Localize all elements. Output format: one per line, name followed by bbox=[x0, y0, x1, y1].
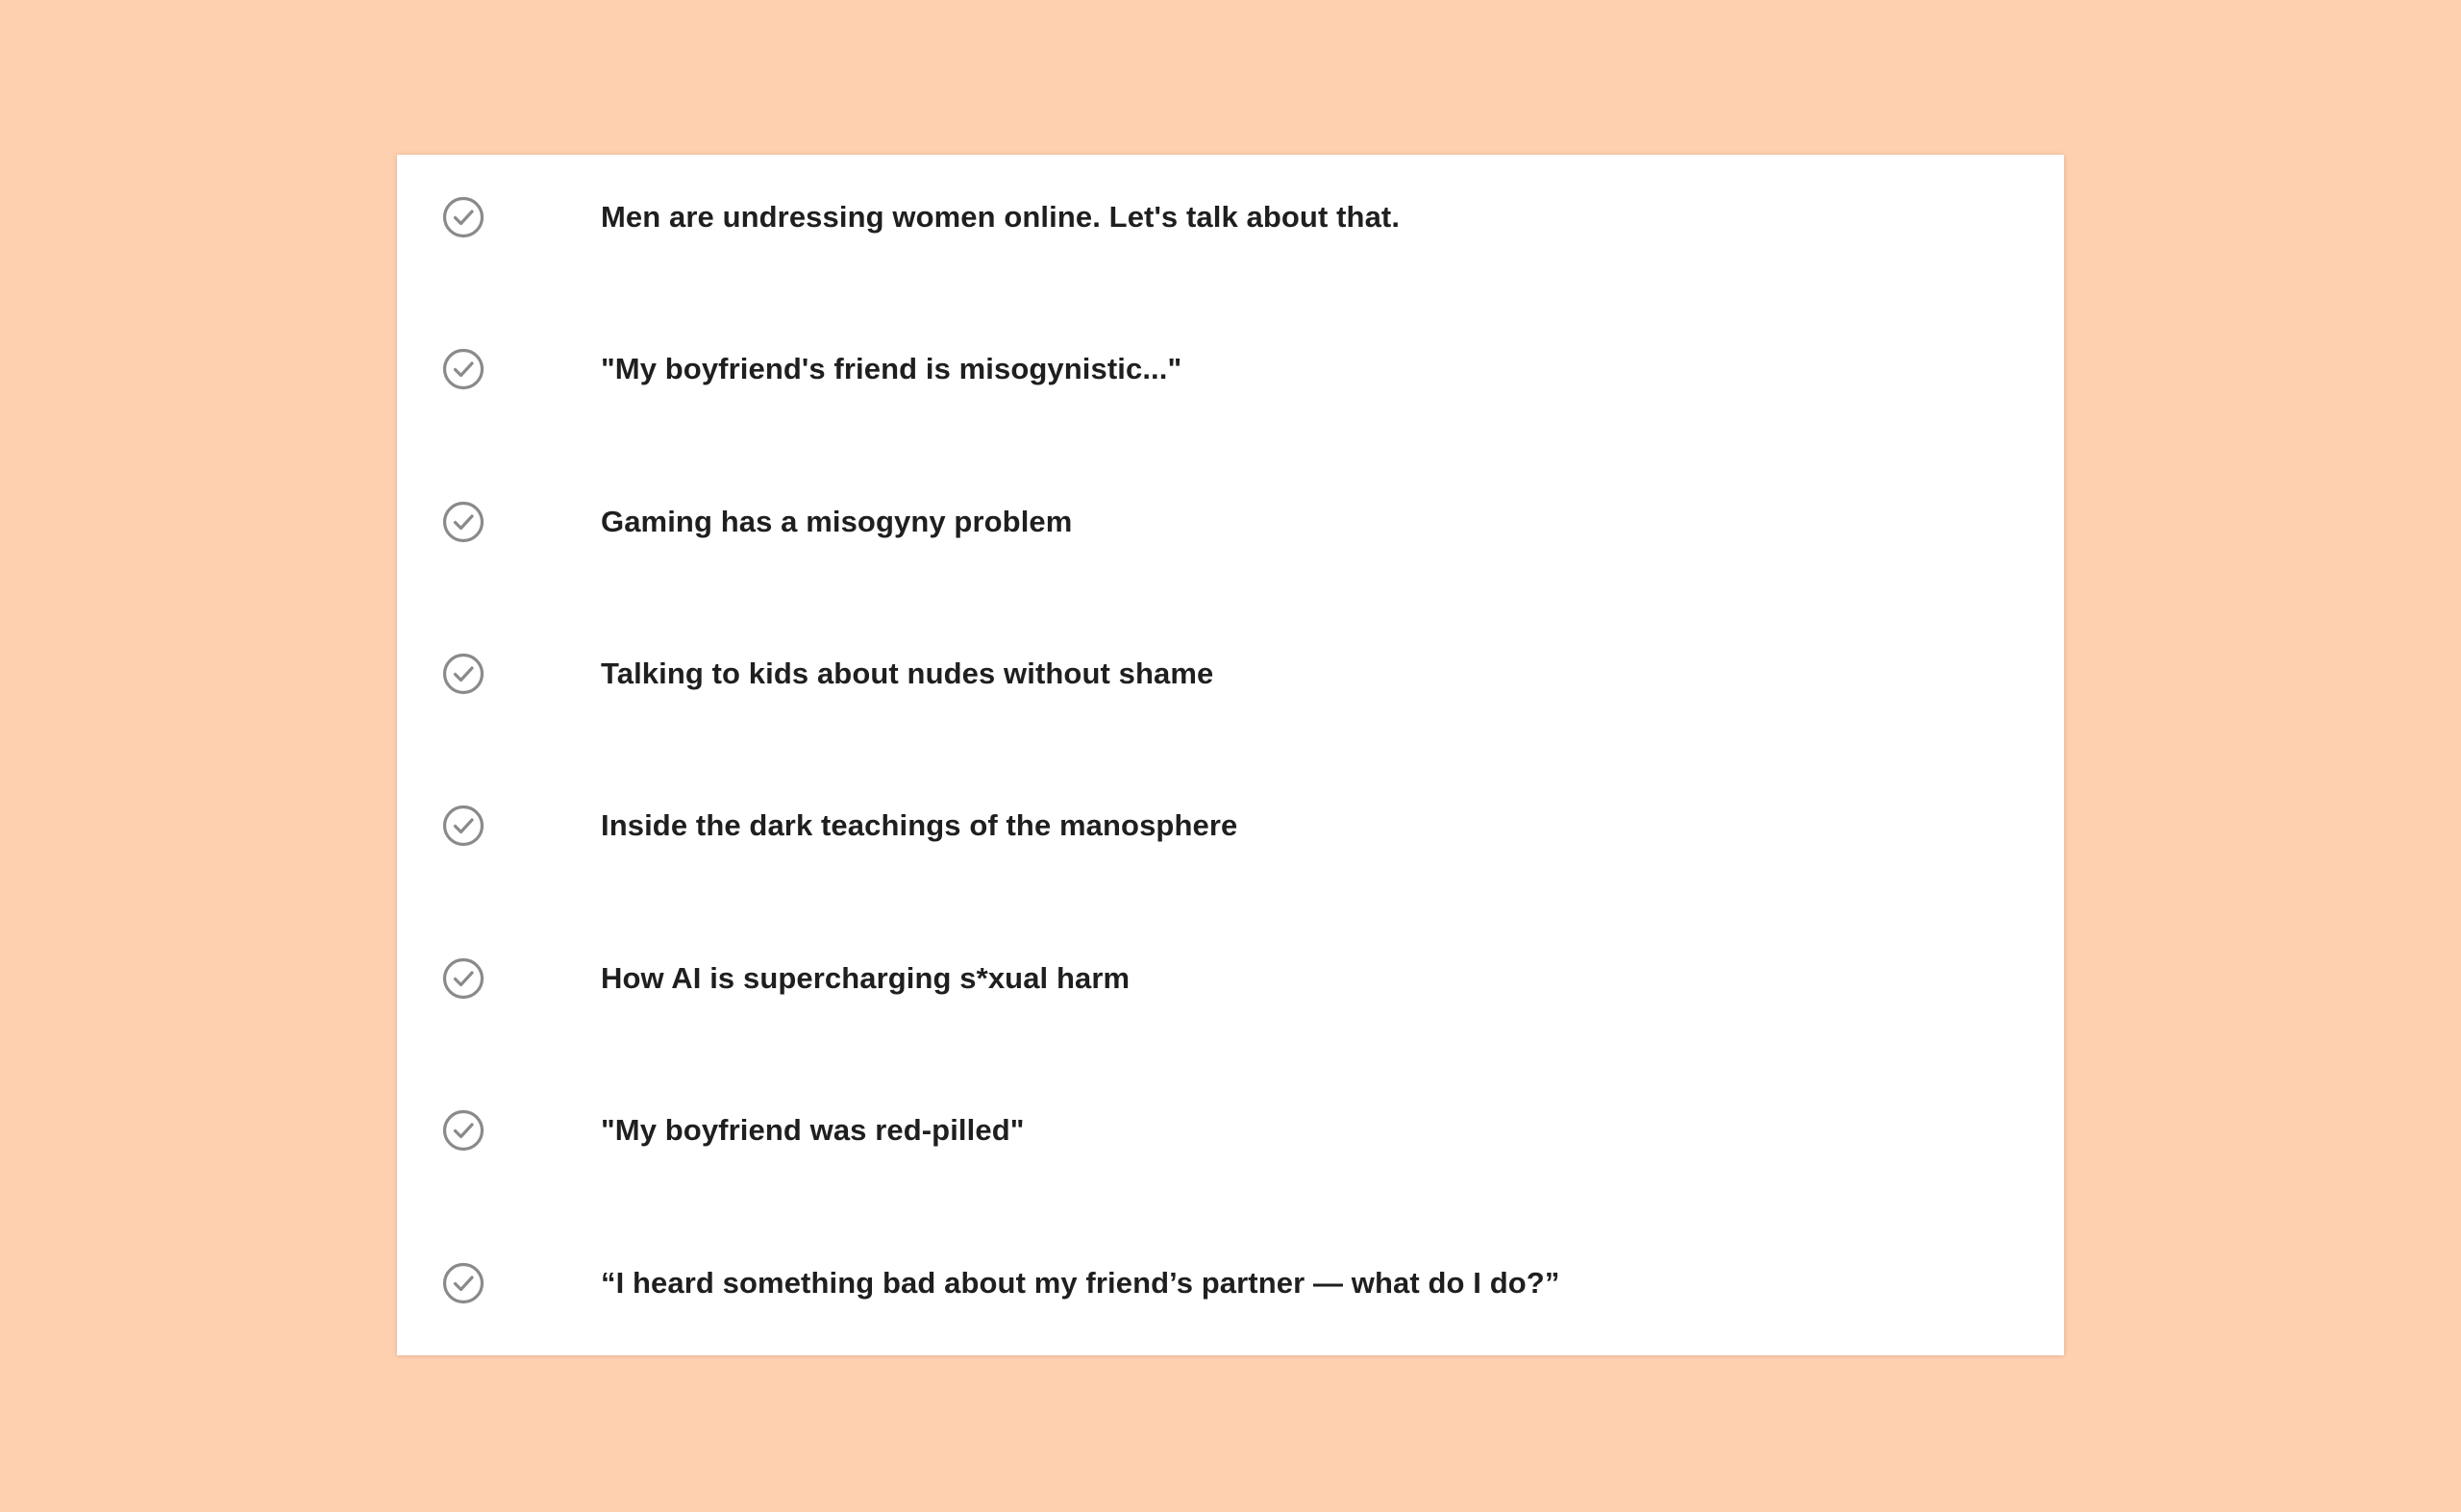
list-item[interactable] bbox=[397, 957, 2064, 1109]
check-circle-icon bbox=[442, 1262, 485, 1304]
check-circle-icon bbox=[442, 653, 485, 695]
list-item-label: Talking to kids about nudes without shame bbox=[601, 657, 1214, 690]
list-item[interactable] bbox=[397, 653, 2064, 805]
list-item-label: "My boyfriend was red-pilled" bbox=[601, 1113, 1025, 1147]
check-circle-icon bbox=[442, 805, 485, 847]
list-item-label: "My boyfriend's friend is misogynistic..." bbox=[601, 352, 1182, 385]
list-item-label: “I heard something bad about my friend’s partner — what do I do?” bbox=[601, 1266, 1560, 1300]
list-item[interactable] bbox=[397, 348, 2064, 500]
list-item-label: Inside the dark teachings of the manosphere bbox=[601, 808, 1238, 842]
check-circle-icon bbox=[442, 1109, 485, 1152]
list-item[interactable] bbox=[397, 1109, 2064, 1261]
check-circle-icon bbox=[442, 501, 485, 543]
check-circle-icon bbox=[442, 957, 485, 1000]
list-item-label: Men are undressing women online. Let's talk about that. bbox=[601, 200, 1401, 234]
lesson-list-card bbox=[397, 155, 2064, 1355]
check-circle-icon bbox=[442, 196, 485, 238]
list-item[interactable] bbox=[397, 1262, 2064, 1355]
list-item[interactable] bbox=[397, 196, 2064, 348]
list-item[interactable] bbox=[397, 501, 2064, 653]
list-item-label: Gaming has a misogyny problem bbox=[601, 505, 1073, 538]
list-item-label: How AI is supercharging s*xual harm bbox=[601, 961, 1131, 995]
check-circle-icon bbox=[442, 348, 485, 390]
list-item[interactable] bbox=[397, 805, 2064, 956]
